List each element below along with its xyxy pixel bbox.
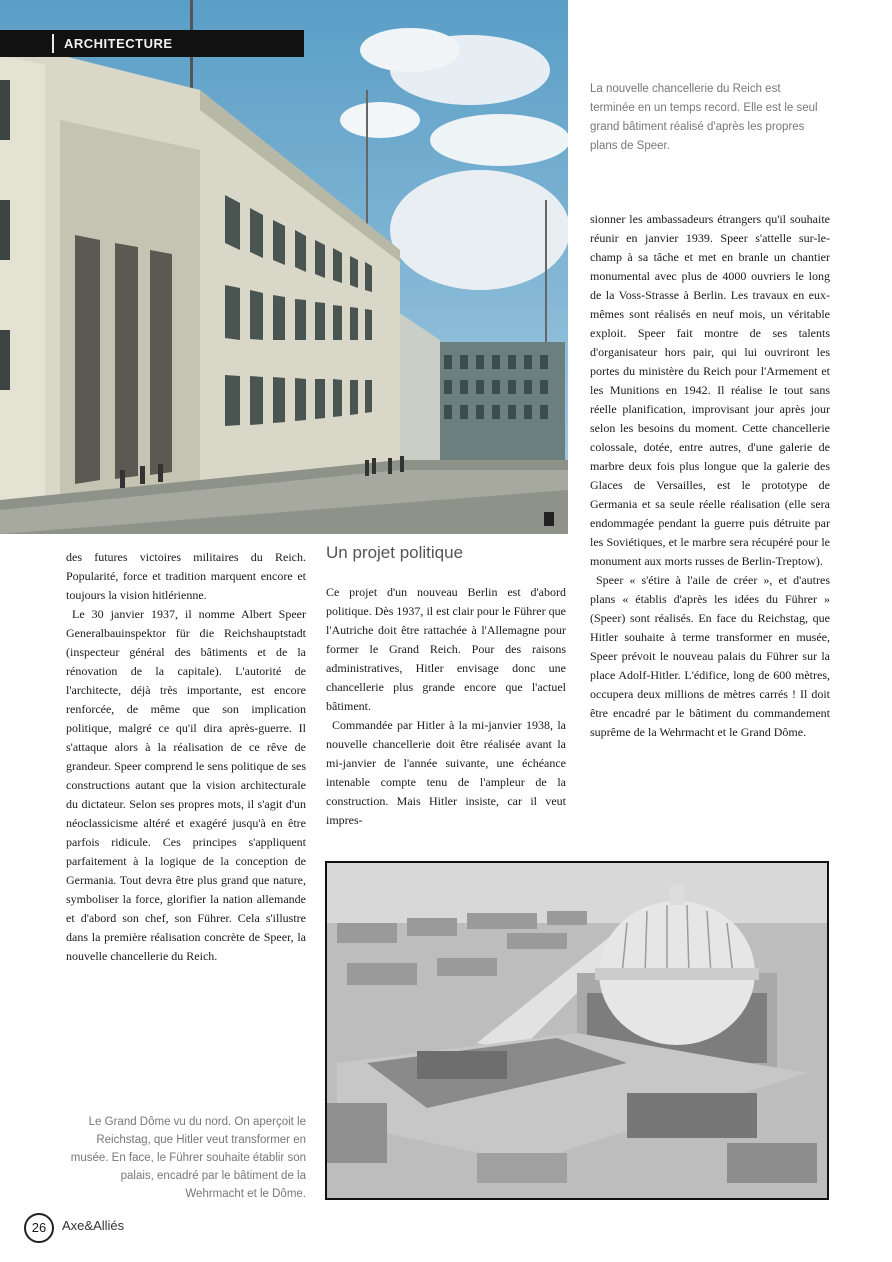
- section-heading: Un projet politique: [326, 543, 464, 562]
- grand-dome-photo: [325, 861, 829, 1200]
- body-column-right: [590, 210, 830, 742]
- photo-caption-top: La nouvelle chancellerie du Reich est terminée en un temps record. Elle est le seul grand bâtiment réalisé d'après les propres plans de Speer.: [590, 83, 818, 152]
- page-number: 26: [24, 1213, 54, 1243]
- magazine-name: Axe&Alliés: [62, 1218, 125, 1233]
- paragraph: Ce projet d'un nouveau Berlin est d'abord politique. Dès 1937, il est clair pour le Führer que l'Autriche doit être rattachée à l'Allemagne pour former le Grand Reich. Pour des raisons administratives, Hitler envisage donc une chancellerie plus grande encore que l'actuel bâtiment.: [326, 585, 566, 713]
- photo-caption-bottom: Le Grand Dôme vu du nord. On aperçoit le Reichstag, que Hitler veut transformer en musée. En face, le Führer souhaite établir son palais, encadré par le bâtiment de la Wehrmacht et le Dôme.: [70, 1116, 306, 1200]
- paragraph: des futures victoires militaires du Reich. Popularité, force et tradition marquent encore et toujours la vision hitlérienne.: [66, 550, 306, 602]
- chancellery-photo: [0, 0, 568, 534]
- section-tag-label: ARCHITECTURE: [64, 36, 173, 51]
- section-tag: [0, 30, 304, 57]
- body-column-middle: [326, 583, 566, 830]
- paragraph: Le 30 janvier 1937, il nomme Albert Speer Generalbauinspektor für die Reichshauptstadt (inspecteur général des bâtiments et de la rénovation de la capitale). L'autorité de l'architecte, déjà très importante, est encore renforcée, de même que son implication politique, malgré ce qu'il dira après-guerre. Il s'attaque alors à la réalisation de ce rêve de grandeur. Speer comprend le sens politique de ses constructions autant que la vision architecturale du dictateur. Selon ses propres mots, il s'agit d'un néoclassicisme altéré et exagéré jusqu'à en être parfois ridicule. Ces principes s'appliquent parfaitement à la logique de la conception de Germania. Tout devra être plus grand que nature, symboliser la force, glorifier la nation allemande et d'abord son chef, son Führer. Cela s'illustre dans la première réalisation concrète de Speer, la nouvelle chancellerie du Reich.: [66, 607, 306, 963]
- paragraph: Speer « s'étire à l'aile de créer », et d'autres plans « établis d'après les idées du Führer » (Speer) sont réalisés. En face du Reichstag, que Hitler souhaite à terme transformer en musée, Speer prévoit le nouveau palais du Führer sur la place Adolf-Hitler. L'édifice, long de 600 mètres, occupera deux millions de mètres carrés ! Il doit être encadré par le bâtiment du commandement suprême de la Wehrmacht et le Grand Dôme.: [590, 573, 830, 739]
- paragraph: sionner les ambassadeurs étrangers qu'il souhaite réunir en janvier 1939. Speer s'attelle sur-le-champ à sa tâche et met en branle un chantier monumental avec plus de 4000 ouvriers le long de la Voss-Strasse à Berlin. Les travaux en eux-mêmes sont réalisés en neuf mois, un véritable exploit. Speer fait montre de ses talents d'organisateur hors pair, qui lui ouvriront les portes du ministère du Reich pour l'Armement et les Munitions en 1942. Il réalise le tout sans réelle planification, improvisant jour après jour selon les besoins du moment. Cette chancellerie colossale, dotée, entre autres, d'une galerie de marbre deux fois plus longue que la galerie des Glaces de Versailles, est le prototype de Germania et sa seule réelle réalisation (elle sera endommagée pendant la guerre puis détruite par les Soviétiques, et le marbre sera récupéré pour le monument aux morts russes de Berlin-Treptow).: [590, 212, 830, 568]
- paragraph: Commandée par Hitler à la mi-janvier 1938, la nouvelle chancellerie doit être réalisée avant la mi-janvier de l'année suivante, une échéance intenable compte tenu de l'ampleur de la construction. Mais Hitler insiste, car il veut impres-: [326, 718, 566, 827]
- section-tag-separator: [52, 34, 54, 53]
- body-column-left: [66, 548, 306, 966]
